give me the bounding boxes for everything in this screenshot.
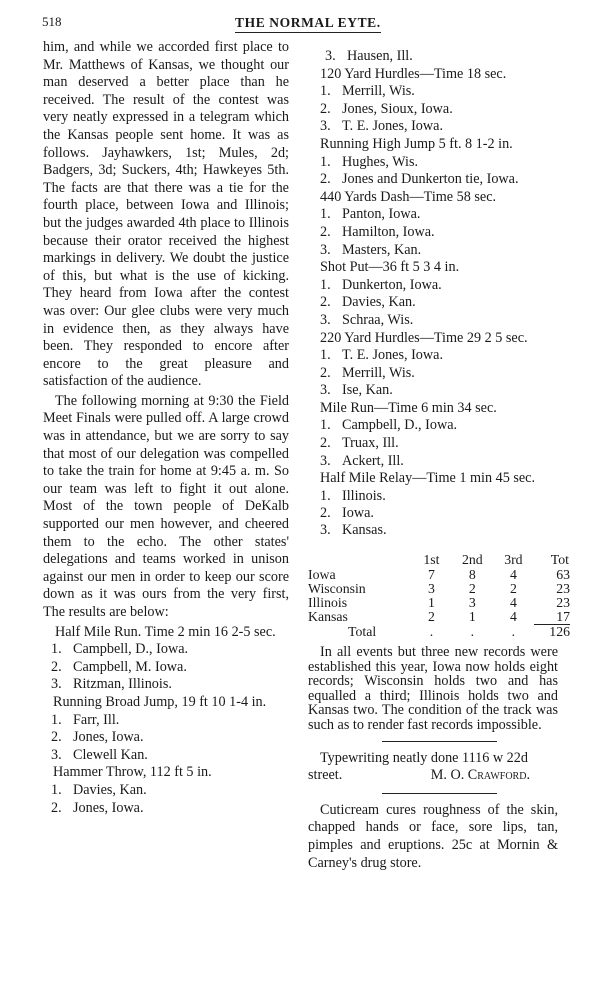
running-title: THE NORMAL EYTE.: [235, 15, 381, 33]
place-number: 2.: [320, 505, 331, 522]
ad-text: Typewriting neatly done 1116 w 22d street.: [308, 749, 528, 784]
result-item: [320, 453, 570, 471]
place-number: 1.: [51, 781, 62, 798]
leader-dot: .: [511, 623, 516, 639]
place-number: 3.: [320, 522, 331, 539]
event-title: 440 Yards Dash—Time 58 sec.: [320, 188, 497, 205]
event-block: [320, 259, 570, 329]
third-cell: 4: [509, 567, 517, 583]
result-name: Jones and Dunkerton tie, Iowa.: [342, 171, 519, 188]
table-row: [308, 568, 570, 582]
result-item: [320, 505, 570, 523]
result-item: [320, 171, 570, 189]
result-item: [320, 523, 570, 538]
result-name: Jones, Iowa.: [73, 729, 144, 746]
article-paragraph: him, and while we accorded first place to Mr. Matthews of Kansas, we thought our man deserved a better place than he received. The result of the contest was very neatly expressed in a telegram which the Kansas people sent home. It was as follows. Jayhawkers, 1st; Mules, 2d; Badgers, 3d; Suckers, 4th; Hawkeyes 5th. The facts are that there was a tie for the fourth place, between Iowa and Illinois; but the judges awarded 4th place to Illinois because their orator received the highest markings in delivery. We doubt the justice of this, but what is the use of kicking. They heard from Iowa after the contest was over: Our glee clubs were very much in evidence then, as they always have been. They responded to encore after encore to the great pleasure and satisfaction of the audience.: [43, 39, 289, 390]
result-item: [320, 118, 570, 136]
event-block: [320, 400, 570, 470]
event-block: [320, 189, 570, 259]
score-table-header: [308, 552, 570, 568]
place-number: 1.: [320, 487, 331, 504]
result-name: Campbell, D., Iowa.: [342, 417, 458, 434]
leader-dot: .: [429, 623, 434, 639]
divider: [382, 793, 497, 794]
result-name: Iowa.: [342, 505, 374, 522]
typewriting-ad: [308, 750, 558, 785]
result-name: Campbell, M. Iowa.: [73, 658, 187, 675]
page-number: 518: [42, 14, 62, 29]
event-block: [320, 470, 570, 538]
total-cell: 63: [556, 567, 570, 583]
result-name: Davies, Kan.: [342, 294, 416, 311]
event-title: Hammer Throw, 112 ft 5 in.: [53, 764, 212, 781]
result-item: [43, 782, 289, 800]
result-name: Jones, Sioux, Iowa.: [342, 100, 453, 117]
result-item: [43, 800, 289, 818]
result-name: Masters, Kan.: [342, 241, 422, 258]
leader-dot: .: [470, 623, 475, 639]
result-item: [43, 676, 289, 694]
place-number: 1.: [320, 417, 331, 434]
column-header: 1st: [423, 552, 440, 568]
result-name: Jones, Iowa.: [73, 799, 144, 816]
place-number: 2.: [51, 729, 62, 746]
place-number: 3.: [51, 676, 62, 693]
result-name: Dunkerton, Iowa.: [342, 276, 442, 293]
result-name: Panton, Iowa.: [342, 206, 421, 223]
result-name: Ritzman, Illinois.: [73, 676, 172, 693]
event-title: Running High Jump 5 ft. 8 1-2 in.: [320, 135, 513, 152]
first-cell: 3: [427, 581, 435, 597]
state-cell: Iowa: [308, 567, 336, 583]
result-name: Hausen, Ill.: [347, 48, 413, 64]
result-item: [43, 641, 289, 659]
result-item: [320, 488, 570, 506]
result-item: [43, 729, 289, 747]
result-name: Schraa, Wis.: [342, 311, 414, 328]
event-block: [320, 330, 570, 400]
total-cell: 23: [556, 595, 570, 611]
total-cell: 17: [556, 609, 570, 625]
event-title: 120 Yard Hurdles—Time 18 sec.: [320, 65, 507, 82]
second-cell: 2: [468, 581, 476, 597]
result-name: Hughes, Wis.: [342, 153, 419, 170]
result-name: Merrill, Wis.: [342, 364, 415, 381]
event-title: Mile Run—Time 6 min 34 sec.: [320, 399, 497, 416]
state-cell: Kansas: [308, 609, 348, 625]
place-number: 1.: [320, 83, 331, 100]
result-item: [320, 294, 570, 312]
result-item: [320, 242, 570, 260]
total-row: [308, 625, 570, 640]
place-number: 1.: [320, 153, 331, 170]
third-cell: 4: [509, 595, 517, 611]
cuticream-ad: Cuticream cures roughness of the skin, chapped hands or face, sore lips, tan, pimples and eruptions. 25c at Mornin & Carney's drug store.: [308, 801, 558, 871]
result-item: [320, 365, 570, 383]
place-number: 1.: [320, 206, 331, 223]
result-name: Clewell Kan.: [73, 746, 148, 763]
place-number: 2.: [320, 294, 331, 311]
result-item: [320, 417, 570, 435]
place-number: 3.: [51, 746, 62, 763]
result-name: Illinois.: [342, 487, 386, 504]
event-title: Half Mile Relay—Time 1 min 45 sec.: [320, 470, 536, 487]
second-cell: 1: [468, 609, 476, 625]
total-cell: 23: [556, 581, 570, 597]
result-item: [320, 154, 570, 172]
result-item: [320, 83, 570, 101]
event-block: [320, 66, 570, 136]
result-name: Campbell, D., Iowa.: [73, 641, 189, 658]
event-block: [320, 136, 570, 189]
place-number: 2.: [51, 799, 62, 816]
place-number: 3.: [325, 48, 336, 64]
column-header: [308, 552, 411, 568]
result-name: Hamilton, Iowa.: [342, 223, 435, 240]
result-item: [320, 382, 570, 400]
third-cell: 2: [509, 581, 517, 597]
event-title: Half Mile Run. Time 2 min 16 2-5 sec.: [55, 623, 276, 640]
place-number: 2.: [320, 435, 331, 452]
second-cell: 3: [468, 595, 476, 611]
first-cell: 7: [427, 567, 435, 583]
left-column: [43, 39, 289, 817]
place-number: 2.: [320, 100, 331, 117]
result-name: Merrill, Wis.: [342, 83, 415, 100]
result-item: [320, 347, 570, 365]
place-number: 1.: [320, 347, 331, 364]
result-item: [320, 101, 570, 119]
event-title: Running Broad Jump, 19 ft 10 1-4 in.: [53, 693, 267, 710]
result-name: Farr, Ill.: [73, 711, 120, 728]
result-name: Truax, Ill.: [342, 435, 399, 452]
place-number: 1.: [51, 641, 62, 658]
table-row: [308, 596, 570, 610]
score-table: [308, 552, 570, 639]
second-cell: 8: [468, 567, 476, 583]
event-block: [43, 624, 289, 694]
result-name: T. E. Jones, Iowa.: [342, 347, 443, 364]
result-name: T. E. Jones, Iowa.: [342, 118, 443, 135]
column-header: 3rd: [504, 552, 523, 568]
place-number: 1.: [51, 711, 62, 728]
result-name: Kansas.: [342, 522, 387, 539]
place-number: 2.: [320, 223, 331, 240]
result-item: [43, 712, 289, 730]
place-number: 3.: [320, 452, 331, 469]
column-header: 2nd: [461, 552, 483, 568]
divider: [382, 741, 497, 742]
event-block: [43, 694, 289, 764]
right-column: [308, 48, 570, 872]
place-number: 2.: [320, 364, 331, 381]
result-item: [320, 435, 570, 453]
event-block: [43, 764, 289, 817]
event-title: 220 Yard Hurdles—Time 29 2 5 sec.: [320, 329, 528, 346]
state-cell: Illinois: [308, 595, 348, 611]
state-cell: Wisconsin: [308, 581, 366, 597]
article-paragraph: The following morning at 9:30 the Field Meet Finals were pulled off. A large crowd was in attendance, but we are sorry to say that most of our delegation was compelled to take the train for home at 9:45 a. m. So our team was left to fight it out alone. Most of the town people of DeKalb supported our men however, and cheered them to the echo. The other states' delegations and teams worked in unison against our men in order to keep our score down as it was ours from the very first, The results are below:: [43, 392, 289, 620]
result-item: [320, 48, 570, 66]
ad-signature: M. O. Crawford.: [430, 767, 530, 784]
result-name: Davies, Kan.: [73, 781, 147, 798]
result-name: Ackert, Ill.: [342, 452, 404, 469]
event-title: Shot Put—36 ft 5 3 4 in.: [320, 259, 460, 276]
result-item: [320, 206, 570, 224]
place-number: 2.: [320, 171, 331, 188]
result-name: Ise, Kan.: [342, 382, 393, 399]
column-header: Tot: [550, 552, 569, 568]
place-number: 3.: [320, 241, 331, 258]
first-cell: 2: [427, 609, 435, 625]
place-number: 3.: [320, 311, 331, 328]
place-number: 3.: [320, 118, 331, 135]
result-item: [320, 224, 570, 242]
result-item: [320, 277, 570, 295]
table-row: [308, 610, 570, 625]
total-label: Total: [348, 623, 377, 639]
records-paragraph: In all events but three new records were established this year, Iowa now holds eight records; Wisconsin holds two and has equalled a third; Illinois holds two and Kansas two. The condition of the track was such as to render fast records impossible.: [308, 644, 558, 733]
place-number: 3.: [320, 382, 331, 399]
result-item: [43, 659, 289, 677]
place-number: 1.: [320, 276, 331, 293]
result-item: [43, 747, 289, 765]
result-item: [320, 312, 570, 330]
place-number: 2.: [51, 658, 62, 675]
grand-total: 126: [534, 625, 570, 640]
first-cell: 1: [427, 595, 435, 611]
third-cell: 4: [509, 609, 517, 625]
table-row: [308, 582, 570, 596]
